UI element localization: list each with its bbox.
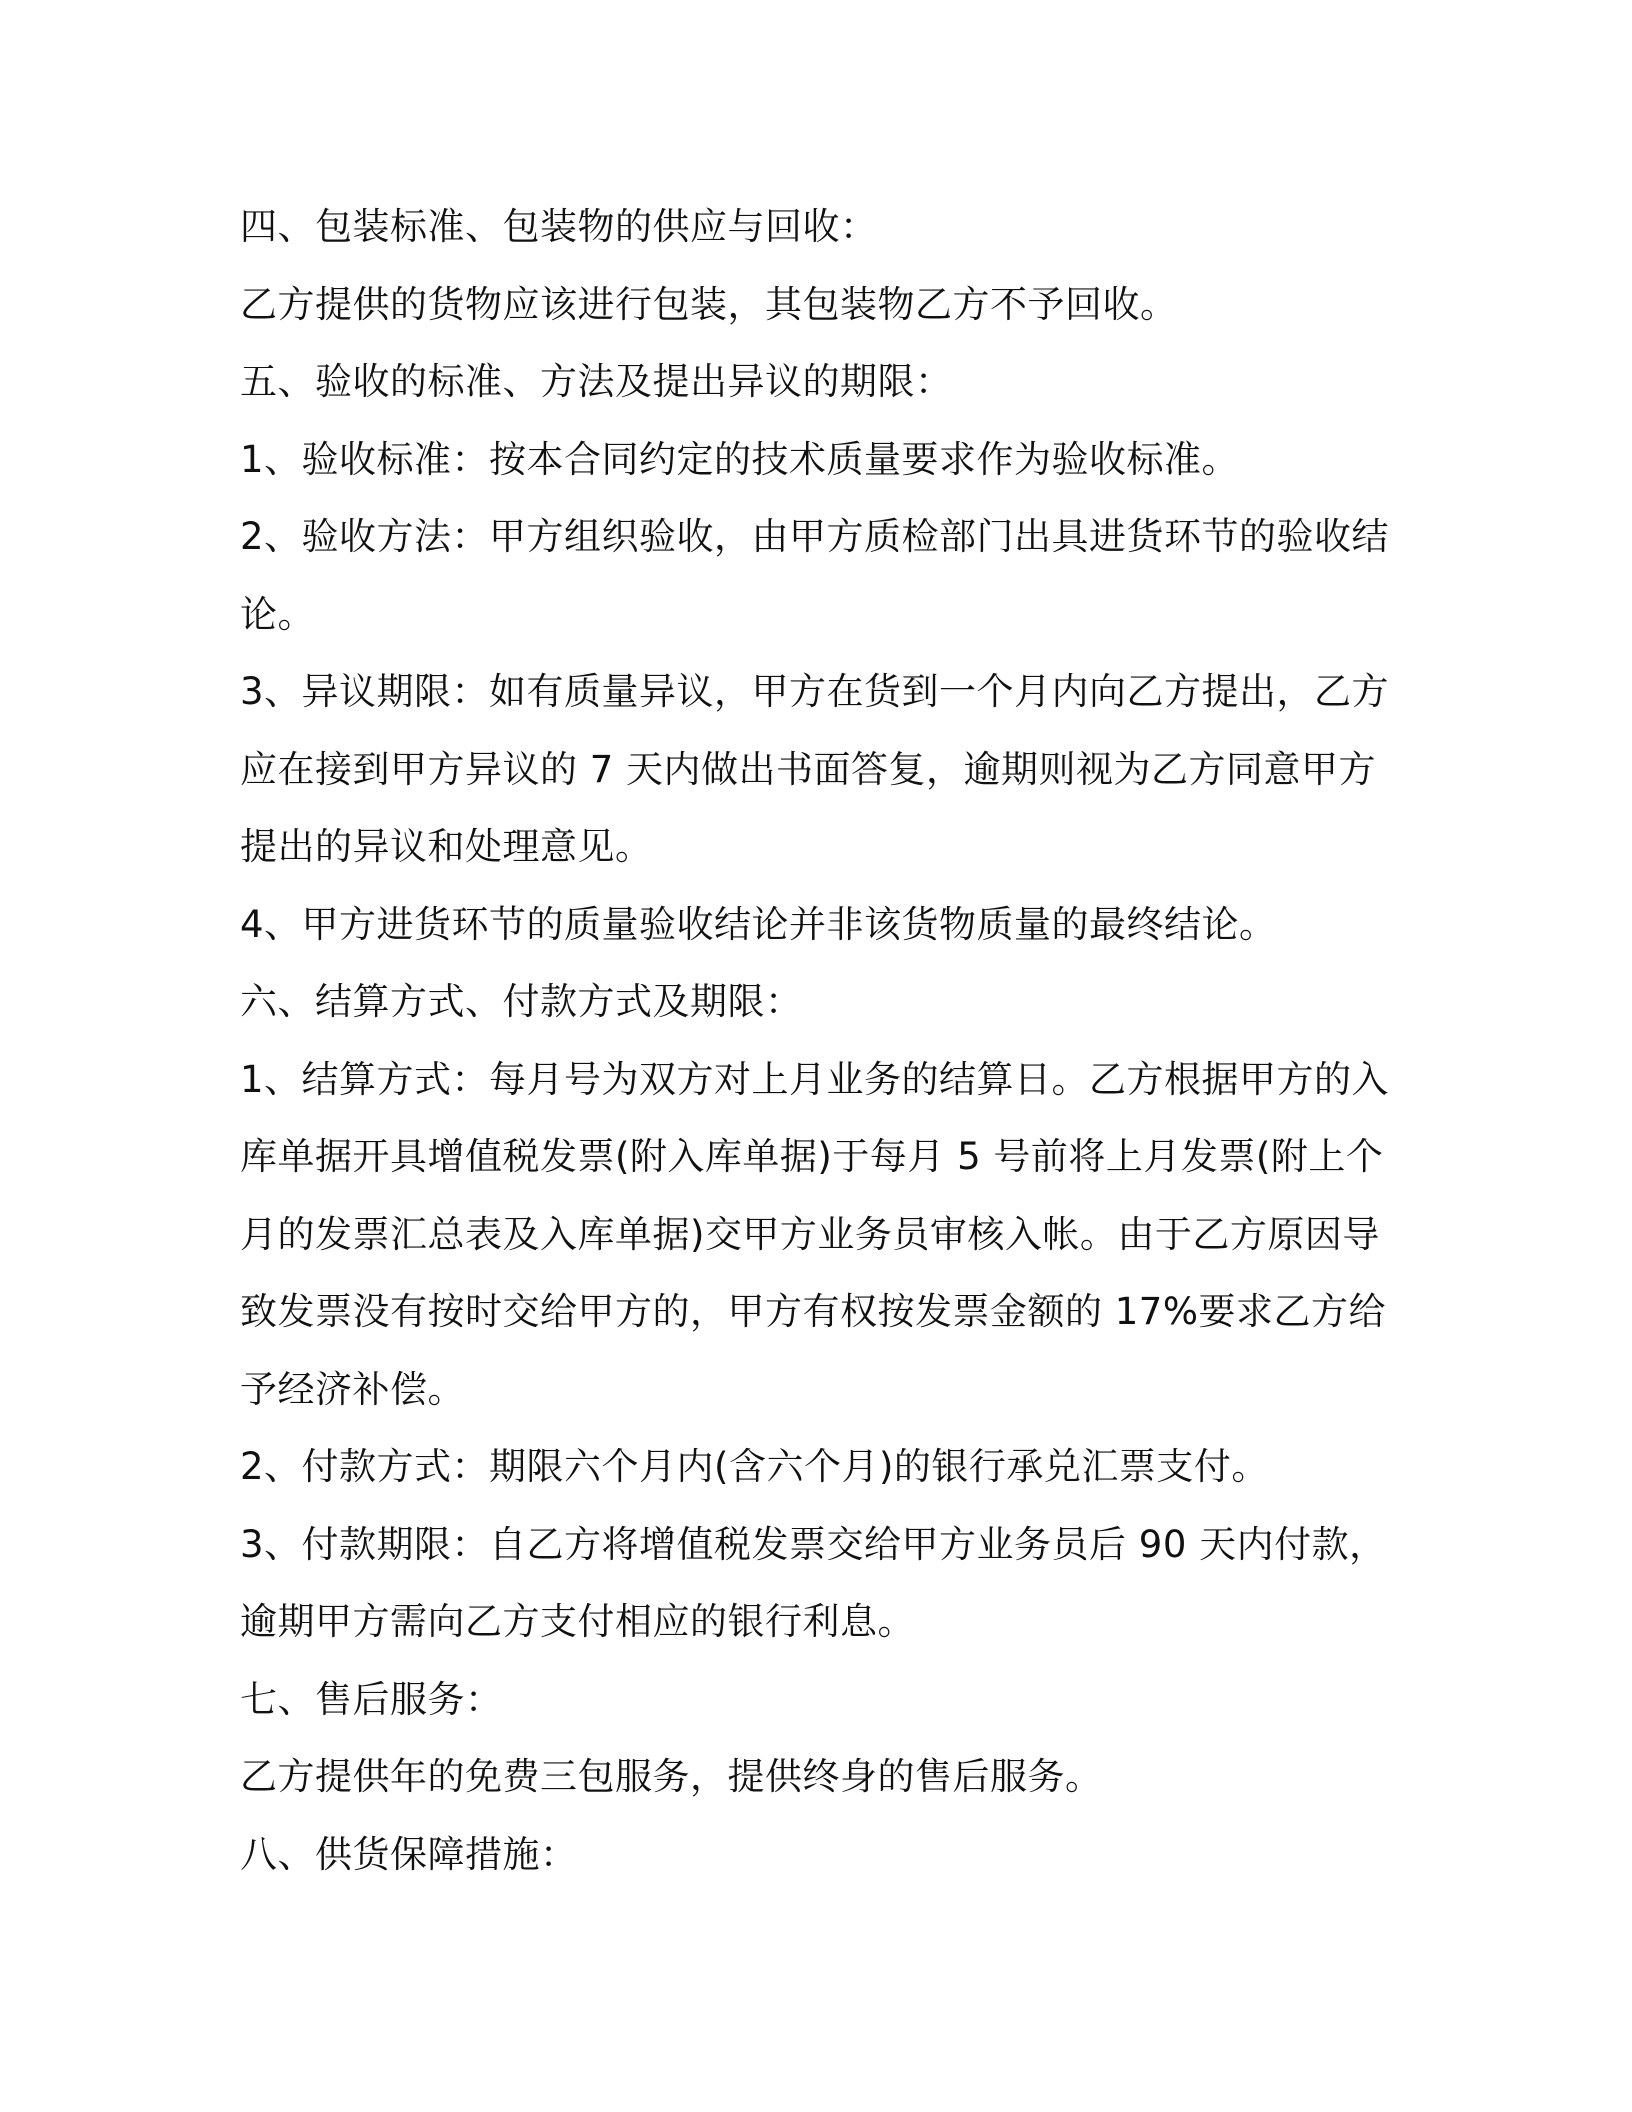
clause-payment-period: 3、付款期限：自乙方将增值税发票交给甲方业务员后 90 天内付款，逾期甲方需向乙方支付相应的银行利息。: [240, 1522, 1387, 1643]
paragraph-packaging: 乙方提供的货物应该进行包装，其包装物乙方不予回收。: [240, 282, 1178, 326]
section-heading-packaging: 四、包装标准、包装物的供应与回收：: [240, 205, 878, 248]
clause-settlement-method: 1、结算方式：每月号为双方对上月业务的结算日。乙方根据甲方的入库单据开具增值税发票(附入库单据)于每月 5 号前将上月发票(附上个月的发票汇总表及入库单据)交甲方业务员审核入帐。由于乙方原因导致发票没有按时交给甲方的，甲方有权按发票金额的 17%要求乙方给予经济补偿。: [240, 1057, 1390, 1411]
section-heading-supply-guarantee: 八、供货保障措施：: [240, 1832, 578, 1876]
clause-acceptance-method: 2、验收方法：甲方组织验收，由甲方质检部门出具进货环节的验收结论。: [240, 515, 1390, 636]
document-body: [240, 188, 1400, 1893]
clause-acceptance-conclusion: 4、甲方进货环节的质量验收结论并非该货物质量的最终结论。: [240, 902, 1277, 946]
section-heading-settlement: 六、结算方式、付款方式及期限：: [240, 980, 803, 1023]
paragraph-after-sales: 乙方提供年的免费三包服务，提供终身的售后服务。: [240, 1755, 1103, 1798]
section-heading-after-sales: 七、售后服务：: [240, 1677, 503, 1721]
clause-payment-method: 2、付款方式：期限六个月内(含六个月)的银行承兑汇票支付。: [240, 1445, 1269, 1488]
clause-objection-period: 3、异议期限：如有质量异议，甲方在货到一个月内向乙方提出，乙方应在接到甲方异议的 7 天内做出书面答复，逾期则视为乙方同意甲方提出的异议和处理意见。: [240, 670, 1390, 868]
clause-acceptance-standard: 1、验收标准：按本合同约定的技术质量要求作为验收标准。: [240, 437, 1240, 481]
section-heading-acceptance: 五、验收的标准、方法及提出异议的期限：: [240, 360, 953, 403]
